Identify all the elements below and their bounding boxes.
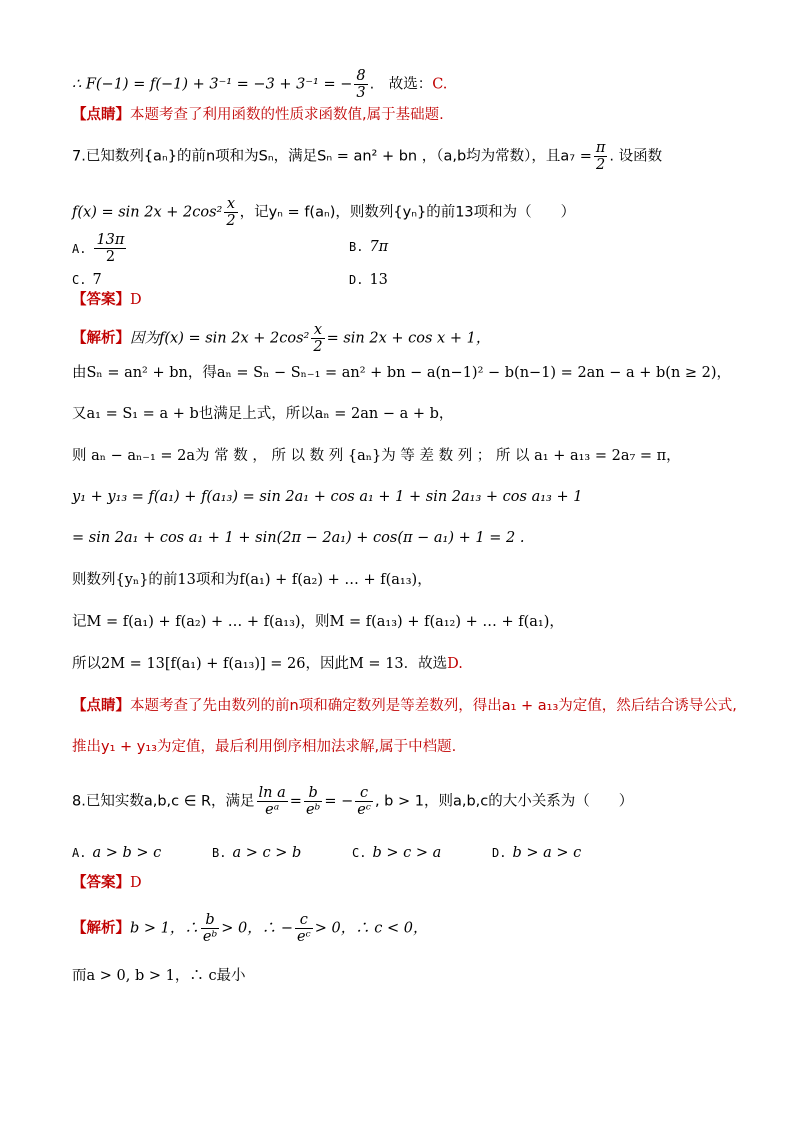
- q6-fraction: $\frac{8}{3}$: [356, 68, 366, 101]
- q8-option-a: A. a > b > c: [72, 845, 162, 861]
- q8-analysis-line-2: 而a > 0, b > 1，∴ c最小: [72, 968, 246, 984]
- answer-tag: 【答案】: [72, 875, 130, 891]
- q7-analysis-line-9: 所以2M = 13[f(a₁) + f(a₁₃)] = 26，因此M = 13．故选D.: [72, 656, 463, 672]
- q7-option-b: B. 7π: [349, 239, 389, 255]
- q7-option-c: C. 7: [72, 272, 102, 288]
- q7-analysis-line-7: 则数列{yₙ}的前13项和为f(a₁) + f(a₂) + … + f(a₁₃)，: [72, 572, 432, 588]
- q8-analysis-line-1: 【解析】b > 1，∴ $\frac{b}{\text{eᵇ}}$ > 0，∴ − $\frac{c}{\text{eᶜ}}$ > 0，∴ c < 0，: [72, 912, 428, 945]
- q7-stem: 7.已知数列{aₙ}的前n项和为Sₙ，满足Sₙ = an² + bn ，（a,b均为常数），且a₇ = $\frac{\pi}{2}$ . 设函数: [72, 140, 663, 173]
- q7-option-d: D. 13: [349, 272, 388, 288]
- analysis-tag: 【解析】: [72, 330, 130, 347]
- q6-comment: 【点睛】本题考查了利用函数的性质求函数值,属于基础题.: [72, 107, 444, 123]
- q7-analysis-line-6: = sin 2a₁ + cos a₁ + 1 + sin(2π − 2a₁) + cos(π − a₁) + 1 = 2 .: [72, 530, 525, 546]
- q7-answer: 【答案】D: [72, 292, 142, 308]
- q7-function-definition: f(x) = sin 2x + 2cos² $\frac{x}{2}$ ，记yₙ = f(aₙ)，则数列{yₙ}的前13项和为（ ）: [72, 196, 576, 229]
- q7-analysis-line-2: 由Sₙ = an² + bn，得aₙ = Sₙ − Sₙ₋₁ = an² + bn − a(n−1)² − b(n−1) = 2an − a + b(n ≥ 2)，: [72, 365, 732, 381]
- q6-choice: C.: [432, 76, 448, 93]
- analysis-tag: 【解析】: [72, 920, 130, 937]
- q7-analysis-line-3: 又a₁ = S₁ = a + b也满足上式，所以aₙ = 2an − a + b，: [72, 406, 454, 422]
- q7-comment-line-1: 【点睛】本题考查了先由数列的前n项和确定数列是等差数列，得出a₁ + a₁₃为定值，然后结合诱导公式,: [72, 698, 737, 714]
- comment-tag: 【点睛】: [72, 107, 130, 123]
- q7-comment-line-2: 推出y₁ + y₁₃为定值，最后利用倒序相加法求解,属于中档题.: [72, 739, 457, 755]
- q8-option-d: D. b > a > c: [492, 845, 582, 861]
- q8-stem: 8.已知实数a,b,c ∈ R，满足 $\frac{\text{ln a}}{\text{eᵃ}}$ = $\frac{b}{\text{eᵇ}}$ = − $\frac{c}{\text{eᶜ}}$ , b > 1，则a,b,c的大小关系为（ ）: [72, 785, 634, 818]
- q8-option-b: B. a > c > b: [212, 845, 302, 861]
- q8-option-c: C. b > c > a: [352, 845, 442, 861]
- comment-tag: 【点睛】: [72, 698, 130, 714]
- q7-analysis-line-5: y₁ + y₁₃ = f(a₁) + f(a₁₃) = sin 2a₁ + cos a₁ + 1 + sin 2a₁₃ + cos a₁₃ + 1: [72, 489, 583, 505]
- q7-analysis-line-8: 记M = f(a₁) + f(a₂) + … + f(a₁₃)，则M = f(a₁₃) + f(a₁₂) + … + f(a₁)，: [72, 614, 564, 630]
- q7-analysis-line-4: 则 aₙ − aₙ₋₁ = 2a为 常 数 ， 所 以 数 列 {aₙ}为 等 差 数 列 ； 所 以 a₁ + a₁₃ = 2a₇ = π，: [72, 448, 681, 464]
- answer-tag: 【答案】: [72, 292, 130, 308]
- q6-equation: ∴ F(−1) = f(−1) + 3⁻¹ = −3 + 3⁻¹ = −: [72, 76, 353, 93]
- q7-analysis-line-1: 【解析】因为f(x) = sin 2x + 2cos² $\frac{x}{2}$ = sin 2x + cos x + 1，: [72, 322, 491, 355]
- q7-option-a: A. $\frac{13\pi}{2}$: [72, 232, 125, 265]
- q8-answer: 【答案】D: [72, 875, 142, 891]
- q6-conclusion-line: ∴ F(−1) = f(−1) + 3⁻¹ = −3 + 3⁻¹ = − $\frac{8}{3}$ . 故选：C.: [72, 68, 448, 101]
